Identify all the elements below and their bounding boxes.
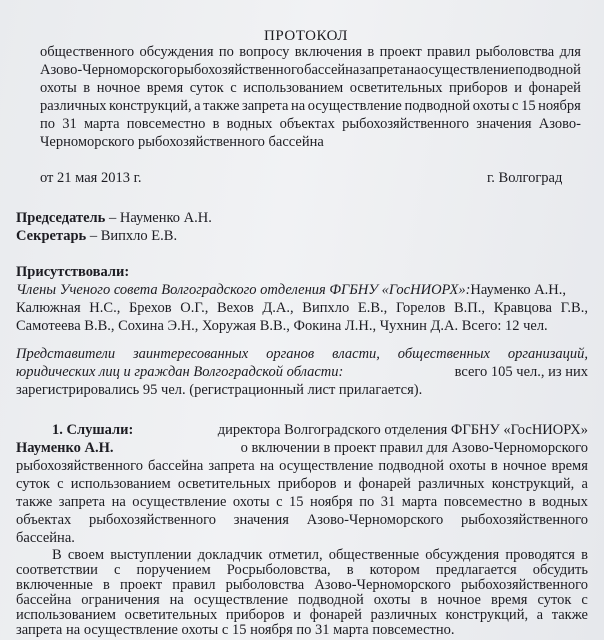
word: приборов (449, 80, 508, 96)
word: на (169, 592, 184, 608)
word: объектах (279, 116, 335, 132)
word: Азово-Черноморского (314, 577, 451, 593)
word: также (16, 494, 53, 510)
word: на (290, 98, 306, 114)
word: по (40, 116, 56, 132)
document-title: ПРОТОКОЛ (264, 28, 348, 44)
representatives-line (16, 364, 588, 381)
word: суток (537, 592, 572, 608)
word: 31 (62, 116, 77, 132)
word: марта (83, 116, 120, 132)
word: заинтересованных (133, 346, 249, 362)
representatives-count: всего 105 чел., из них (454, 364, 588, 380)
word: Горелов (395, 300, 446, 316)
word: осветительных (177, 476, 271, 492)
word: осветительных (124, 607, 218, 623)
item1-second-line (16, 440, 588, 457)
item1-para2-line (16, 563, 588, 578)
word: конструкций, (109, 98, 192, 114)
item1-first-line (52, 422, 588, 439)
word: общественного (40, 44, 135, 60)
word: Брехов (128, 300, 172, 316)
word: в (83, 80, 91, 96)
word: Н.С., (89, 300, 121, 316)
word: в (346, 562, 354, 578)
word: общественные (328, 547, 420, 563)
item1-para2-line: запрета на осуществление охоты с 15 ноября по 31 марта повсеместно. (16, 622, 455, 638)
word: с (276, 494, 283, 510)
word: поручением (136, 562, 211, 578)
members-line (16, 282, 588, 299)
word: подводной (298, 592, 364, 608)
members-label: Члены Ученого совета Волгоградского отделения ФГБНУ «ГосНИОРХ»: (16, 282, 471, 298)
word: и (293, 607, 301, 623)
item1-speaker: Науменко А.Н. (16, 440, 114, 456)
chair-name: – Науменко А.Н. (105, 210, 212, 226)
word: водных (226, 116, 273, 132)
word: осуществление (132, 494, 227, 510)
word: различных (40, 98, 107, 114)
word: обсуждения (139, 44, 214, 60)
word: О.Г., (180, 300, 209, 316)
word: подводной (515, 62, 581, 78)
secretary-name: – Випхло Е.В. (86, 228, 178, 244)
word: использованием (70, 476, 171, 492)
protocol-date: от 21 мая 2013 г. (40, 170, 142, 186)
word: осветительных (349, 80, 443, 96)
word: Росрыболовства, (226, 562, 331, 578)
word: правил (172, 577, 216, 593)
word: с (114, 562, 121, 578)
word: своем (67, 547, 105, 563)
word: котором (369, 562, 420, 578)
word: ноября (538, 98, 581, 114)
word: В (52, 547, 62, 563)
word: проект (119, 577, 163, 593)
word: ограничения (81, 592, 160, 608)
word: повсеместно (126, 116, 206, 132)
word: осуществление (307, 98, 402, 114)
word: с (57, 476, 64, 492)
word: проект (379, 44, 422, 60)
word: обсуждения (425, 547, 500, 563)
subject-line (40, 44, 581, 61)
item1-line: бассейна. (16, 530, 75, 546)
word: рыбохозяйственного (461, 577, 588, 593)
word: бассейна (148, 458, 204, 474)
item1-para2-line (16, 578, 588, 593)
word: использованием (243, 80, 344, 96)
word: рыбохозяйственного (16, 458, 143, 474)
word: власти, (332, 346, 380, 362)
word: запрета (58, 494, 106, 510)
protocol-city: г. Волгоград (487, 170, 563, 186)
word: с (581, 592, 588, 608)
item1-line (16, 476, 588, 493)
word: бассейна (16, 592, 72, 608)
members-line (16, 300, 588, 317)
word: рыбохозяйственного (176, 62, 304, 78)
word: Г.В., (560, 300, 588, 316)
representatives-line (16, 346, 588, 363)
word: 15 (521, 98, 536, 114)
word: также (551, 607, 588, 623)
word: марта (401, 494, 438, 510)
secretary-label: Секретарь (16, 228, 87, 244)
word: и (514, 80, 523, 96)
word: Азово-Черноморского (40, 62, 177, 78)
word: время (146, 80, 184, 96)
word: на (259, 458, 275, 474)
word: по (359, 494, 375, 510)
word: рыбохозяйственного (342, 116, 470, 132)
word: ночное (437, 592, 481, 608)
word: ночное (502, 458, 547, 474)
word: осуществление (193, 592, 289, 608)
word: на (111, 494, 126, 510)
word: приборов (277, 476, 337, 492)
word: в (581, 547, 588, 563)
word: подводной (378, 458, 445, 474)
word: осуществление (420, 62, 515, 78)
word: бассейна (304, 62, 360, 78)
word: время (491, 592, 528, 608)
word: суток (189, 80, 224, 96)
word: 31 (380, 494, 396, 510)
word: водных (542, 494, 588, 510)
subject-line (40, 80, 581, 97)
word: обсудить (532, 562, 588, 578)
word: Вехов (217, 300, 254, 316)
word: выступлении (110, 547, 192, 563)
word: рыбохозяйственного (89, 512, 216, 528)
word: Д.А., (262, 300, 294, 316)
word: повсеместно (443, 494, 523, 510)
word: организаций, (507, 346, 588, 362)
word: общественных (397, 346, 490, 362)
word: органов (266, 346, 315, 362)
word: объектах (16, 512, 72, 528)
word: охоты (472, 98, 510, 114)
word: для (559, 44, 581, 60)
word: Е.В., (357, 300, 388, 316)
word: рыбохозяйственного (461, 512, 588, 528)
word: конструкций, (445, 607, 529, 623)
members-line: Самотеева В.В., Сохина Э.Н., Хоружая В.В., Фокина Л.Н., Чухнин Д.А. Всего: 12 чел. (16, 318, 548, 334)
word: а (194, 98, 201, 114)
word: запрета (359, 62, 407, 78)
word: с (512, 98, 519, 114)
item1-para2-line (52, 548, 588, 563)
word: суток (16, 476, 50, 492)
item1-line (16, 494, 588, 511)
word: соответствии (16, 562, 98, 578)
word: Випхло (302, 300, 350, 316)
representatives-label: юридических лиц и граждан Волгоградской области: (16, 364, 344, 380)
word: время (551, 458, 588, 474)
word: запрета (208, 458, 255, 474)
word: а (536, 607, 544, 623)
word: в (102, 577, 110, 593)
word: по (218, 44, 234, 60)
word: на (406, 62, 421, 78)
word: проводятся (505, 547, 575, 563)
word: Азово-Черноморского (306, 512, 444, 528)
members-list: Науменко А.Н., (470, 282, 567, 298)
item1-para2-line (16, 608, 588, 623)
word: охоты (40, 80, 77, 96)
word: и (343, 476, 352, 492)
word: отметил, (268, 547, 323, 563)
present-heading: Присутствовали: (16, 264, 130, 280)
word: также (203, 98, 240, 114)
word: предлагается (435, 562, 517, 578)
word: использованием (16, 607, 116, 623)
word: в (367, 44, 375, 60)
subject-line: Черноморского рыбохозяйственного бассейна (40, 134, 324, 150)
word: в (490, 458, 498, 474)
word: рыболовства (225, 577, 305, 593)
word: фонарей (309, 607, 362, 623)
word: осуществление (279, 458, 374, 474)
word: различных (418, 476, 485, 492)
word: в (420, 592, 428, 608)
word: 15 (289, 494, 304, 510)
item1-heading: 1. Слушали: (52, 422, 134, 438)
word: различных (370, 607, 437, 623)
word: охоты (373, 592, 411, 608)
word: вопросу (239, 44, 290, 60)
word: значения (476, 116, 532, 132)
item1-para2-line (16, 593, 588, 608)
secretary-line (16, 228, 177, 245)
word: докладчик (197, 547, 263, 563)
word: конструкций, (491, 476, 575, 492)
item1-line (16, 458, 588, 475)
word: В.П., (454, 300, 486, 316)
word: включенные (16, 577, 93, 593)
subject-line (40, 62, 581, 79)
word: с (230, 80, 237, 96)
subject-line (40, 98, 581, 115)
word: Азово- (538, 116, 581, 132)
word: в (528, 494, 536, 510)
word: охоты (232, 494, 270, 510)
word: охоты (449, 458, 486, 474)
word: значения (233, 512, 289, 528)
word: включения (294, 44, 363, 60)
chair-label: Председатель (16, 210, 106, 226)
word: правил (427, 44, 471, 60)
word: рыболовства (475, 44, 555, 60)
word: Калюжная (16, 300, 81, 316)
word: приборов (225, 607, 285, 623)
item1-line (16, 512, 588, 529)
word: а (581, 476, 588, 492)
item1-text: директора Волгоградского отделения ФГБНУ «ГосНИОРХ» (217, 422, 588, 438)
word: Кравцова (493, 300, 552, 316)
chair-line (16, 210, 212, 227)
word: в (212, 116, 220, 132)
word: ноября (310, 494, 353, 510)
item1-text: о включении в проект правил для Азово-Черноморского (240, 440, 588, 456)
word: подводной (404, 98, 471, 114)
representatives-line: зарегистрировались 95 чел. (регистрационный лист прилагается). (16, 382, 423, 398)
word: Представители (16, 346, 116, 362)
subject-line (40, 116, 581, 133)
word: ночное (96, 80, 141, 96)
word: фонарей (528, 80, 581, 96)
word: запрета (242, 98, 289, 114)
word: фонарей (358, 476, 411, 492)
